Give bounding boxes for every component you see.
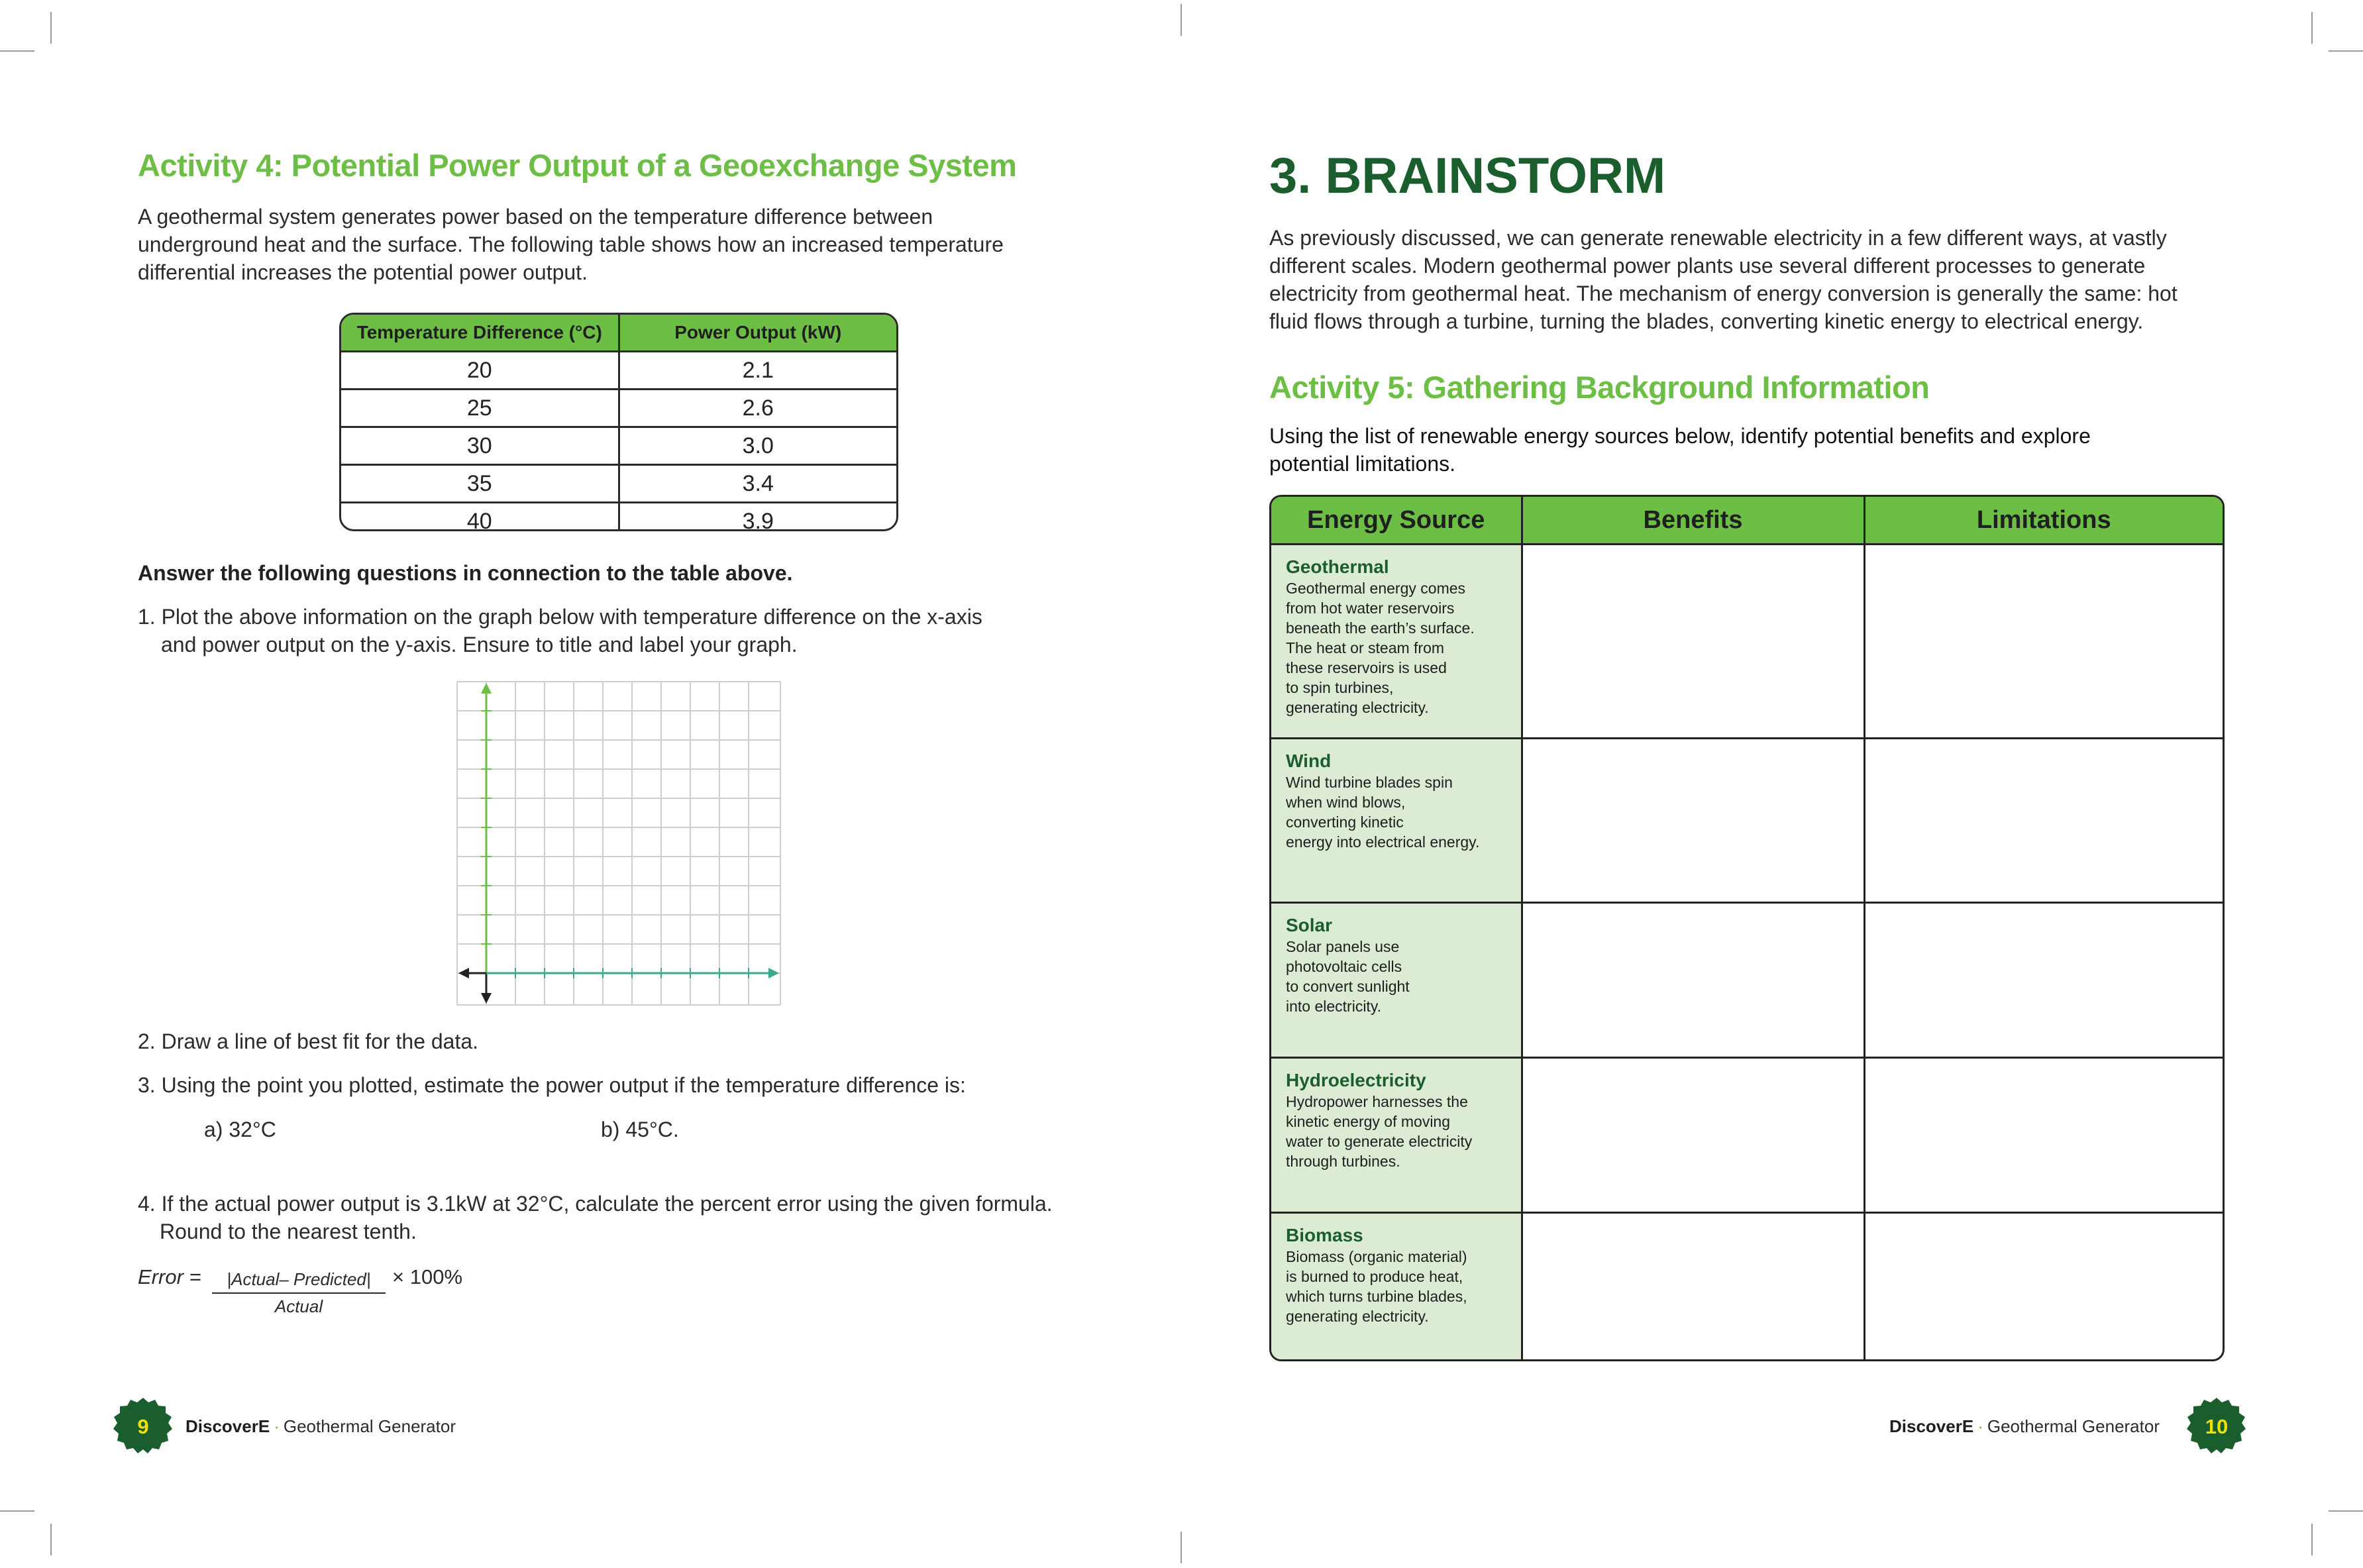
table-cell: 25 <box>341 390 619 427</box>
error-formula-fraction <box>212 1269 386 1317</box>
table-cell: 2.6 <box>619 390 896 427</box>
crop-mark <box>2329 50 2363 52</box>
footer-brand: DiscoverE <box>185 1416 270 1436</box>
intro-line: As previously discussed, we can generate renewable electricity in a few different ways, at vastly <box>1269 226 2167 250</box>
x-axis <box>458 968 779 978</box>
table-cell: 3.4 <box>619 465 896 503</box>
intro-line: A geothermal system generates power based on the temperature difference between <box>138 205 933 229</box>
table-row <box>1271 545 2223 739</box>
energy-source-cell <box>1271 739 1522 903</box>
question-4-line: 4. If the actual power output is 3.1kW at 32°C, calculate the percent error using the given formula. <box>138 1192 1053 1216</box>
limitations-answer-cell[interactable] <box>1864 1213 2223 1360</box>
table-cell: 20 <box>341 352 619 390</box>
limitations-answer-cell[interactable] <box>1864 903 2223 1058</box>
page-number: 10 <box>2205 1415 2229 1438</box>
intro-line: electricity from geothermal heat. The mechanism of energy conversion is generally the same: hot <box>1269 282 2178 305</box>
table-row <box>341 427 896 465</box>
question-3a: a) 32°C <box>204 1118 276 1141</box>
footer-brand: DiscoverE <box>1889 1416 1974 1436</box>
page-number: 9 <box>137 1415 149 1438</box>
temperature-power-table <box>339 313 898 531</box>
section-title: 3. BRAINSTORM <box>1269 148 1666 204</box>
grid-lines <box>457 682 780 1005</box>
header-limitations: Limitations <box>1864 497 2223 545</box>
table-row <box>341 503 896 532</box>
benefits-answer-cell[interactable] <box>1522 1213 1864 1360</box>
benefits-answer-cell[interactable] <box>1522 903 1864 1058</box>
header-energy-source: Energy Source <box>1271 497 1522 545</box>
formula-lhs: Error = <box>138 1265 201 1288</box>
activity-4-title: Activity 4: Potential Power Output of a Geoexchange System <box>138 148 1017 183</box>
table-cell: 2.1 <box>619 352 896 390</box>
formula-rhs: × 100% <box>392 1265 463 1288</box>
source-description: Geothermal energy comes from hot water reservoirs beneath the earth’s surface. The heat or steam from these reservoirs is used to spin turbines, generating electricity. <box>1286 580 1475 716</box>
table-header-row <box>341 315 896 352</box>
table-row <box>1271 903 2223 1058</box>
crop-mark <box>2329 1510 2363 1512</box>
table-cell: 3.0 <box>619 427 896 465</box>
source-name: Wind <box>1286 751 1332 771</box>
table-cell: 40 <box>341 503 619 532</box>
table-row <box>341 352 896 390</box>
table-cell: 30 <box>341 427 619 465</box>
footer-title: Geothermal Generator <box>1987 1416 2160 1436</box>
crop-mark <box>50 1524 52 1555</box>
source-description: Biomass (organic material) is burned to produce heat, which turns turbine blades, generating electricity. <box>1286 1248 1467 1325</box>
table-row <box>341 390 896 427</box>
page-number-badge <box>2186 1396 2247 1457</box>
footer-left <box>185 1416 456 1437</box>
footer-title: Geothermal Generator <box>283 1416 456 1436</box>
energy-source-cell <box>1271 903 1522 1058</box>
intro-line: underground heat and the surface. The following table shows how an increased temperature <box>138 233 1004 256</box>
table-row <box>341 465 896 503</box>
limitations-answer-cell[interactable] <box>1864 739 2223 903</box>
questions-heading: Answer the following questions in connection to the table above. <box>138 561 793 585</box>
crop-mark <box>1181 1532 1182 1563</box>
formula-denominator: Actual <box>274 1296 323 1316</box>
limitations-answer-cell[interactable] <box>1864 545 2223 739</box>
question-1-line: 1. Plot the above information on the graph below with temperature difference on the x-axis <box>138 605 982 629</box>
activity-5-title: Activity 5: Gathering Background Information <box>1269 370 1930 405</box>
question-4-line: Round to the nearest tenth. <box>160 1220 417 1243</box>
crop-mark <box>0 50 34 52</box>
formula-numerator: |Actual– Predicted| <box>212 1269 386 1294</box>
question-3: 3. Using the point you plotted, estimate the power output if the temperature difference is: <box>138 1073 966 1097</box>
activity-5-instruction: Using the list of renewable energy sources below, identify potential benefits and explore <box>1269 424 2091 448</box>
intro-line: different scales. Modern geothermal power plants use several different processes to generate <box>1269 254 2146 278</box>
footer-separator: · <box>274 1416 280 1436</box>
table-cell: 35 <box>341 465 619 503</box>
crop-mark <box>2311 1524 2313 1555</box>
table-header-cell: Temperature Difference (°C) <box>341 315 619 352</box>
question-3b: b) 45°C. <box>601 1118 679 1141</box>
table-row <box>1271 1058 2223 1213</box>
benefits-answer-cell[interactable] <box>1522 739 1864 903</box>
table-cell: 3.9 <box>742 508 774 531</box>
footer-separator: · <box>1977 1416 1983 1436</box>
crop-mark <box>1181 4 1182 36</box>
page-number-badge <box>113 1396 174 1457</box>
energy-sources-table <box>1269 495 2225 1361</box>
crop-mark <box>2311 12 2313 44</box>
y-axis <box>481 683 492 1004</box>
table-header-cell: Power Output (kW) <box>619 315 896 352</box>
source-name: Hydroelectricity <box>1286 1070 1426 1090</box>
footer-right <box>1889 1416 2160 1437</box>
error-formula-lhs <box>138 1265 201 1289</box>
source-description: Wind turbine blades spin when wind blows, converting kinetic energy into electrical energy. <box>1286 774 1480 851</box>
activity-5-instruction: potential limitations. <box>1269 452 1456 476</box>
energy-source-cell <box>1271 545 1522 739</box>
table-row <box>1271 1213 2223 1360</box>
crop-mark <box>0 1510 34 1512</box>
limitations-answer-cell[interactable] <box>1864 1058 2223 1213</box>
energy-source-cell <box>1271 1213 1522 1360</box>
source-name: Biomass <box>1286 1225 1363 1245</box>
table-row <box>1271 739 2223 903</box>
table-header-row <box>1271 497 2223 545</box>
intro-line: differential increases the potential power output. <box>138 260 588 284</box>
benefits-answer-cell[interactable] <box>1522 545 1864 739</box>
energy-source-cell <box>1271 1058 1522 1213</box>
benefits-answer-cell[interactable] <box>1522 1058 1864 1213</box>
header-benefits: Benefits <box>1522 497 1864 545</box>
crop-mark <box>50 12 52 44</box>
source-description: Hydropower harnesses the kinetic energy of moving water to generate electricity through turbines. <box>1286 1093 1473 1170</box>
source-name: Solar <box>1286 915 1333 935</box>
question-2: 2. Draw a line of best fit for the data. <box>138 1029 479 1053</box>
question-1-line: and power output on the y-axis. Ensure to title and label your graph. <box>161 633 798 656</box>
intro-line: fluid flows through a turbine, turning the blades, converting kinetic energy to electrical energy. <box>1269 309 2144 333</box>
blank-graph-grid[interactable] <box>456 680 782 1006</box>
source-name: Geothermal <box>1286 556 1389 577</box>
source-description: Solar panels use photovoltaic cells to convert sunlight into electricity. <box>1286 938 1410 1015</box>
